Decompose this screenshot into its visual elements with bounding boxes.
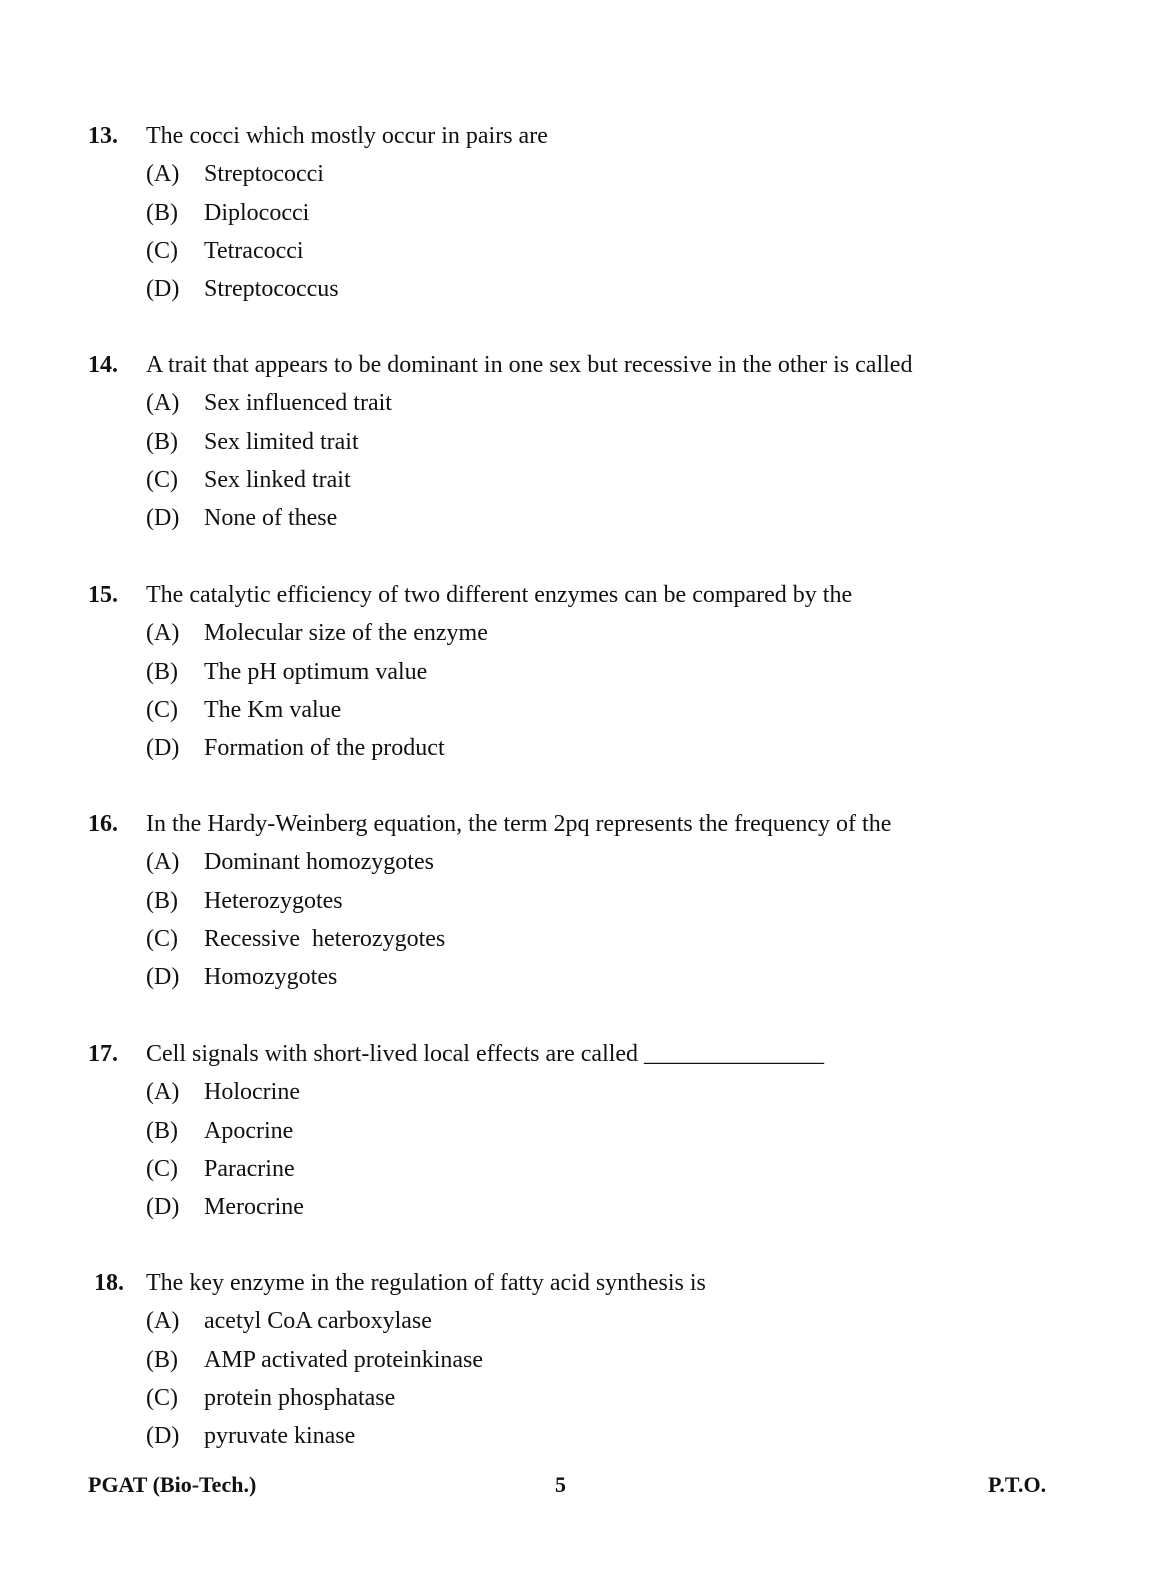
option-text: Sex linked trait [204,467,351,493]
question-number: 17. [88,1041,118,1067]
option-label: (B) [146,1118,178,1144]
option-a [146,618,488,648]
option-label: (C) [146,467,178,493]
option-label: (A) [146,161,180,187]
option-text: Streptococci [204,161,324,187]
option-b [146,657,427,687]
question-stem: The cocci which mostly occur in pairs are [146,123,548,149]
footer-page-number: 5 [555,1472,566,1497]
question-stem: A trait that appears to be dominant in one sex but recessive in the other is called [146,352,913,378]
option-text: Diplococci [204,200,310,226]
option-label: (D) [146,1194,180,1220]
option-label: (D) [146,505,180,531]
option-label: (D) [146,276,180,302]
option-c [146,695,341,725]
option-label: (A) [146,849,180,875]
option-text: pyruvate kinase [204,1423,356,1449]
option-text: Sex limited trait [204,429,359,455]
option-text: Recessive heterozygotes [204,926,446,952]
question-number: 18. [94,1270,124,1296]
option-b [146,1345,483,1375]
option-b [146,198,309,228]
option-d [146,1192,304,1222]
option-text: acetyl CoA carboxylase [204,1308,432,1334]
option-d [146,962,337,992]
option-text: Homozygotes [204,964,338,990]
option-text: Streptococcus [204,276,339,302]
option-text: Molecular size of the enzyme [204,620,488,646]
question-stem: In the Hardy-Weinberg equation, the term 2pq represents the frequency of the [146,811,892,837]
option-d [146,733,445,763]
option-c [146,924,445,954]
option-label: (B) [146,200,178,226]
option-label: (C) [146,697,178,723]
option-a [146,1306,432,1336]
option-text: The Km value [204,697,342,723]
option-b [146,886,343,916]
option-text: Merocrine [204,1194,304,1220]
option-text: The pH optimum value [204,659,428,685]
option-b [146,1116,293,1146]
footer-exam-code: PGAT (Bio-Tech.) [88,1472,257,1497]
option-a [146,159,324,189]
option-c [146,1383,395,1413]
question-stem: Cell signals with short-lived local effects are called _______________ [146,1041,825,1067]
option-label: (B) [146,659,178,685]
option-text: Dominant homozygotes [204,849,434,875]
option-label: (B) [146,429,178,455]
question-number: 13. [88,123,118,149]
option-label: (D) [146,1423,180,1449]
option-a [146,388,392,418]
option-label: (A) [146,1079,180,1105]
option-label: (C) [146,1385,178,1411]
option-d [146,274,339,304]
option-label: (A) [146,390,180,416]
option-label: (B) [146,888,178,914]
option-b [146,427,359,457]
option-text: Heterozygotes [204,888,343,914]
option-text: Holocrine [204,1079,300,1105]
option-label: (A) [146,620,180,646]
question-stem: The key enzyme in the regulation of fatty acid synthesis is [146,1270,706,1296]
option-text: None of these [204,505,338,531]
question-number: 16. [88,811,118,837]
question-number: 15. [88,582,118,608]
question-stem: The catalytic efficiency of two different enzymes can be compared by the [146,582,853,608]
option-label: (C) [146,1156,178,1182]
option-text: Apocrine [204,1118,294,1144]
option-label: (C) [146,926,178,952]
option-text: Paracrine [204,1156,295,1182]
option-c [146,236,304,266]
option-text: Sex influenced trait [204,390,392,416]
option-d [146,1421,355,1451]
option-a [146,847,434,877]
option-text: Tetracocci [204,238,304,264]
option-label: (D) [146,735,180,761]
question-number: 14. [88,352,118,378]
option-a [146,1077,300,1107]
option-c [146,465,351,495]
option-text: AMP activated proteinkinase [204,1347,484,1373]
option-label: (B) [146,1347,178,1373]
option-label: (C) [146,238,178,264]
footer-pto: P.T.O. [988,1472,1047,1497]
option-d [146,503,337,533]
option-c [146,1154,295,1184]
option-label: (A) [146,1308,180,1334]
option-text: protein phosphatase [204,1385,396,1411]
option-text: Formation of the product [204,735,445,761]
option-label: (D) [146,964,180,990]
